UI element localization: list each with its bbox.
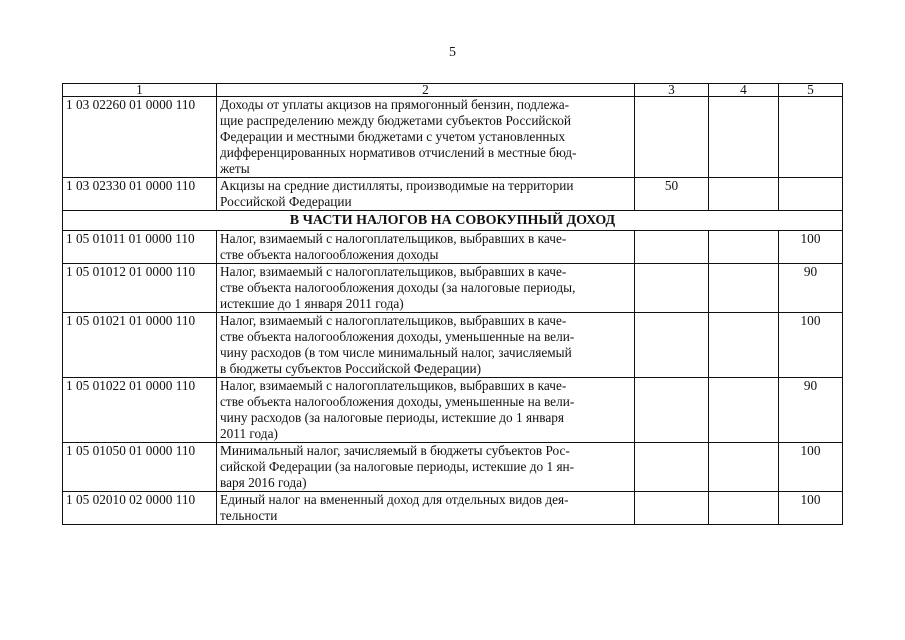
description-cell bbox=[217, 231, 635, 264]
description-cell bbox=[217, 97, 635, 178]
description-line: сийской Федерации (за налоговые периоды, истекшие до 1 ян- bbox=[220, 459, 575, 474]
description-cell bbox=[217, 313, 635, 378]
description-line: варя 2016 года) bbox=[220, 475, 307, 490]
value-cell-5: 100 bbox=[779, 313, 843, 378]
description-cell bbox=[217, 492, 635, 525]
description-line: стве объекта налогообложения доходы, уменьшенные на вели- bbox=[220, 394, 575, 409]
table-row bbox=[63, 264, 843, 313]
header-cell: 2 bbox=[217, 84, 635, 97]
description-line: в бюджеты субъектов Российской Федерации) bbox=[220, 361, 482, 376]
description-line: Налог, взимаемый с налогоплательщиков, выбравших в каче- bbox=[220, 313, 567, 328]
value-cell-5: 90 bbox=[779, 264, 843, 313]
description-line: Налог, взимаемый с налогоплательщиков, выбравших в каче- bbox=[220, 231, 567, 246]
description-cell bbox=[217, 264, 635, 313]
description-line: щие распределению между бюджетами субъектов Российской bbox=[220, 113, 572, 128]
description-cell bbox=[217, 178, 635, 211]
header-cell: 3 bbox=[635, 84, 709, 97]
description-line: истекшие до 1 января 2011 года) bbox=[220, 296, 404, 311]
description-line: Единый налог на вмененный доход для отдельных видов дея- bbox=[220, 492, 569, 507]
code-cell: 1 03 02260 01 0000 110 bbox=[63, 97, 217, 178]
table-row bbox=[63, 378, 843, 443]
page-number: 5 bbox=[449, 45, 456, 60]
value-cell-3 bbox=[635, 231, 709, 264]
header-cell: 4 bbox=[709, 84, 779, 97]
description-line: Акцизы на средние дистилляты, производимые на территории bbox=[220, 178, 574, 193]
description-line: стве объекта налогообложения доходы bbox=[220, 247, 439, 262]
value-cell-4 bbox=[709, 492, 779, 525]
value-cell-4 bbox=[709, 264, 779, 313]
section-title: В ЧАСТИ НАЛОГОВ НА СОВОКУПНЫЙ ДОХОД bbox=[63, 211, 843, 231]
value-cell-3 bbox=[635, 378, 709, 443]
description-line: Федерации и местными бюджетами с учетом установленных bbox=[220, 129, 566, 144]
description-line: стве объекта налогообложения доходы, уменьшенные на вели- bbox=[220, 329, 575, 344]
table-row bbox=[63, 443, 843, 492]
value-cell-5 bbox=[779, 178, 843, 211]
value-cell-5: 100 bbox=[779, 231, 843, 264]
description-cell bbox=[217, 443, 635, 492]
description-line: тельности bbox=[220, 508, 278, 523]
code-cell: 1 03 02330 01 0000 110 bbox=[63, 178, 217, 211]
value-cell-5: 100 bbox=[779, 492, 843, 525]
description-line: Доходы от уплаты акцизов на прямогонный бензин, подлежа- bbox=[220, 97, 570, 112]
description-line: стве объекта налогообложения доходы (за налоговые периоды, bbox=[220, 280, 576, 295]
value-cell-5 bbox=[779, 97, 843, 178]
description-cell bbox=[217, 378, 635, 443]
description-line: Минимальный налог, зачисляемый в бюджеты субъектов Рос- bbox=[220, 443, 570, 458]
header-row bbox=[63, 84, 843, 97]
code-cell: 1 05 01012 01 0000 110 bbox=[63, 264, 217, 313]
value-cell-4 bbox=[709, 313, 779, 378]
table-row bbox=[63, 492, 843, 525]
code-cell: 1 05 01050 01 0000 110 bbox=[63, 443, 217, 492]
description-line: 2011 года) bbox=[220, 426, 278, 441]
table-row bbox=[63, 231, 843, 264]
code-cell: 1 05 01011 01 0000 110 bbox=[63, 231, 217, 264]
value-cell-3 bbox=[635, 264, 709, 313]
header-cell: 5 bbox=[779, 84, 843, 97]
value-cell-4 bbox=[709, 178, 779, 211]
value-cell-4 bbox=[709, 97, 779, 178]
code-cell: 1 05 01021 01 0000 110 bbox=[63, 313, 217, 378]
value-cell-3 bbox=[635, 492, 709, 525]
description-line: Российской Федерации bbox=[220, 194, 352, 209]
description-line: дифференцированных нормативов отчислений в местные бюд- bbox=[220, 145, 577, 160]
value-cell-4 bbox=[709, 231, 779, 264]
value-cell-3 bbox=[635, 97, 709, 178]
header-cell: 1 bbox=[63, 84, 217, 97]
description-line: Налог, взимаемый с налогоплательщиков, выбравших в каче- bbox=[220, 264, 567, 279]
description-line: чину расходов (в том числе минимальный налог, зачисляемый bbox=[220, 345, 572, 360]
value-cell-3 bbox=[635, 443, 709, 492]
table-row bbox=[63, 313, 843, 378]
value-cell-5: 100 bbox=[779, 443, 843, 492]
value-cell-4 bbox=[709, 378, 779, 443]
table-row bbox=[63, 97, 843, 178]
value-cell-5: 90 bbox=[779, 378, 843, 443]
code-cell: 1 05 01022 01 0000 110 bbox=[63, 378, 217, 443]
value-cell-3 bbox=[635, 313, 709, 378]
code-cell: 1 05 02010 02 0000 110 bbox=[63, 492, 217, 525]
table-row bbox=[63, 178, 843, 211]
description-line: жеты bbox=[220, 161, 250, 176]
revenue-table bbox=[62, 83, 843, 525]
value-cell-4 bbox=[709, 443, 779, 492]
description-line: чину расходов (за налоговые периоды, истекшие до 1 января bbox=[220, 410, 565, 425]
value-cell-3: 50 bbox=[635, 178, 709, 211]
section-header-row bbox=[63, 211, 843, 231]
description-line: Налог, взимаемый с налогоплательщиков, выбравших в каче- bbox=[220, 378, 567, 393]
